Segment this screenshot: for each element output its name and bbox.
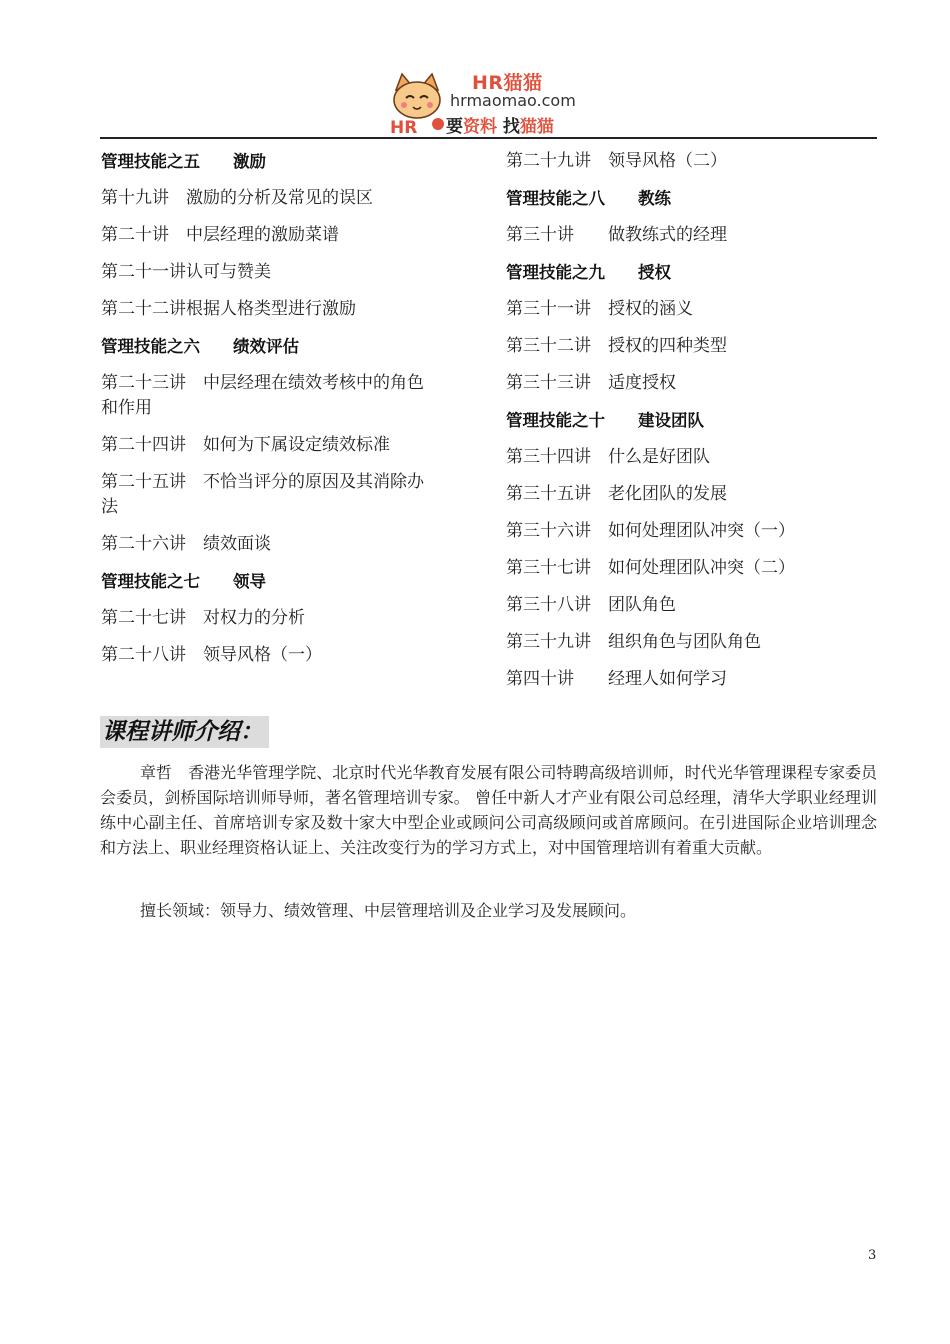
module-heading: 管理技能之七 领导 xyxy=(101,572,266,591)
lecture-list-right xyxy=(506,140,876,692)
brand-slogan xyxy=(446,112,554,137)
slogan-part: 找 xyxy=(497,117,520,137)
slogan-part: 资料 xyxy=(463,117,497,137)
lecture-item: 第三十一讲 授权的涵义 xyxy=(506,299,693,319)
lecture-item: 第三十二讲 授权的四种类型 xyxy=(506,336,727,356)
lecture-item: 第二十三讲 中层经理在绩效考核中的角色 和作用 xyxy=(101,373,424,418)
lecture-item: 第二十六讲 绩效面谈 xyxy=(101,534,271,554)
lecture-item: 第二十讲 中层经理的激励菜谱 xyxy=(101,225,339,245)
lecture-item: 第十九讲 激励的分析及常见的误区 xyxy=(101,188,373,208)
brand-url[interactable]: hrmaomao.com xyxy=(450,91,576,110)
instructor-skills: 擅长领域：领导力、绩效管理、中层管理培训及企业学习及发展顾问。 xyxy=(140,901,637,920)
brand-title: HR猫猫 xyxy=(472,72,543,94)
lecture-item: 第二十二讲根据人格类型进行激励 xyxy=(101,299,356,319)
header-divider xyxy=(100,137,877,139)
instructor-bio: 章哲 香港光华管理学院、北京时代光华教育发展有限公司特聘高级培训师，时代光华管理课程专家委员会委员，剑桥国际培训师导师，著名管理培训专家。 曾任中新人才产业有限公司总经理，清华大学职业经理训练中心副主任、首席培训专家及数十家大中型企业或顾问公司高级顾问或首席顾问。在引进国际企业培训理念和方法上、职业经理资格认证上、关注改变行为的学习方式上，对中国管理培训有着重大贡献。 xyxy=(100,763,877,857)
lecture-item: 第二十八讲 领导风格（一） xyxy=(101,645,322,665)
lecture-item: 第三十五讲 老化团队的发展 xyxy=(506,484,727,504)
section-title-instructor: 课程讲师介绍： xyxy=(100,716,269,748)
lecture-item: 第二十九讲 领导风格（二） xyxy=(506,151,727,171)
lecture-item: 第二十一讲认可与赞美 xyxy=(101,262,271,282)
lecture-item: 第二十七讲 对权力的分析 xyxy=(101,608,305,628)
lecture-item: 第三十九讲 组织角色与团队角色 xyxy=(506,632,761,652)
module-heading: 管理技能之九 授权 xyxy=(506,263,671,282)
header-logo xyxy=(388,66,598,138)
slogan-part: 猫猫 xyxy=(519,117,554,137)
module-heading: 管理技能之十 建设团队 xyxy=(506,411,704,430)
page-number: 3 xyxy=(868,1248,877,1263)
lecture-item: 第四十讲 经理人如何学习 xyxy=(506,669,727,689)
svg-text:HR: HR xyxy=(390,118,418,136)
module-heading: 管理技能之六 绩效评估 xyxy=(101,337,299,356)
lecture-item: 第三十八讲 团队角色 xyxy=(506,595,676,615)
lecture-item: 第三十四讲 什么是好团队 xyxy=(506,447,710,467)
lecture-item: 第三十三讲 适度授权 xyxy=(506,373,676,393)
lecture-item: 第三十七讲 如何处理团队冲突（二） xyxy=(506,558,795,578)
lecture-item: 第三十六讲 如何处理团队冲突（一） xyxy=(506,521,795,541)
lecture-item: 第二十四讲 如何为下属设定绩效标准 xyxy=(101,435,390,455)
module-heading: 管理技能之八 教练 xyxy=(506,189,671,208)
slogan-part: 要 xyxy=(446,117,463,137)
lecture-item: 第三十讲 做教练式的经理 xyxy=(506,225,727,245)
module-heading: 管理技能之五 激励 xyxy=(101,152,266,171)
lecture-list-left xyxy=(101,140,481,668)
lecture-item: 第二十五讲 不恰当评分的原因及其消除办 法 xyxy=(101,472,424,517)
cat-logo-icon xyxy=(388,70,446,136)
